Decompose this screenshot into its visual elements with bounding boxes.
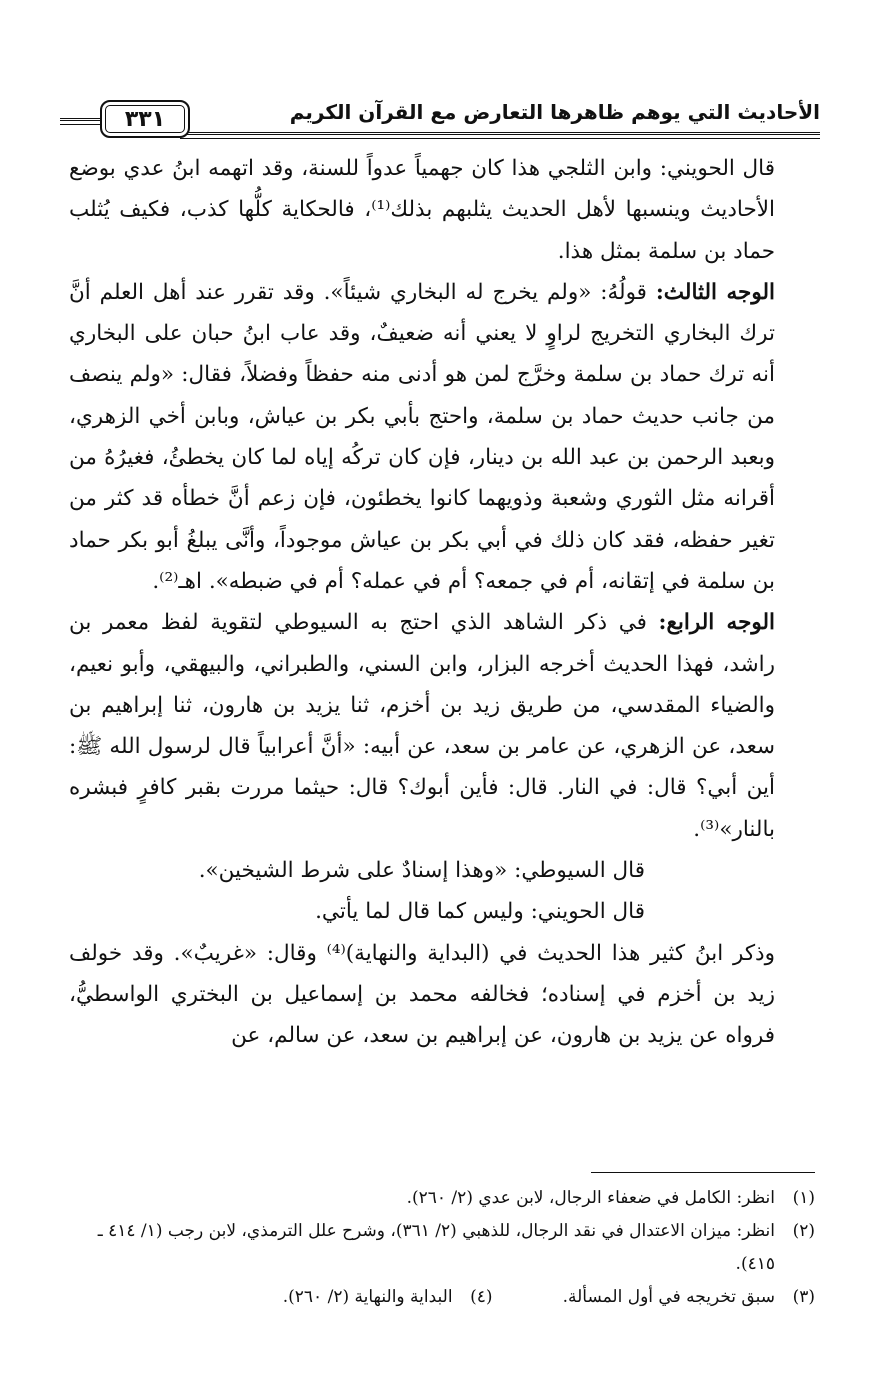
footnote — [69, 1215, 815, 1281]
footnote-text: انظر: الكامل في ضعفاء الرجال، لابن عدي (٢/ ٢٦٠). — [406, 1188, 775, 1208]
footnote-text: البداية والنهاية (٢/ ٢٦٠). — [282, 1287, 453, 1307]
footnote-row — [69, 1281, 815, 1314]
paragraph: وذكر ابنُ كثير هذا الحديث في (البداية والنهاية)⁽⁴⁾ وقال: «غريبٌ». وقد خولف زيد بن أخزم في إسناده؛ فخالفه محمد بن إسماعيل بن البختري الواسطيُّ، فرواه عن يزيد بن هارون، عن إبراهيم بن سعد، عن سالم، عن — [69, 940, 776, 1049]
paragraph-text: في ذكر الشاهد الذي احتج به السيوطي لتقوية لفظ معمر بن راشد، فهذا الحديث أخرجه البزار، وابن السني، والطبراني، والبيهقي، وأبو نعيم، والضياء المقدسي، من طريق زيد بن أخزم، ثنا يزيد بن هارون، ثنا إبراهيم بن سعد، عن الزهري، عن عامر بن سعد، عن أبيه: «أنَّ أعرابياً قال لرسول الله ﷺ: أين أبي؟ قال: في النار. قال: فأين أبوك؟ قال: حيثما مررت بقبر كافرٍ فبشره بالنار»⁽³⁾. — [69, 610, 775, 842]
footnote — [563, 1281, 815, 1314]
footnote-separator — [591, 1172, 815, 1173]
paragraph — [69, 272, 815, 602]
footnote-number: (٤) — [470, 1287, 493, 1307]
header-rule-stub — [60, 118, 100, 125]
paragraph: قال السيوطي: «وهذا إسنادٌ على شرط الشيخين». — [198, 858, 645, 884]
footnote-number: (١) — [792, 1188, 815, 1208]
footnotes — [69, 1182, 815, 1314]
page-number: ٣٣١ — [100, 100, 190, 138]
paragraph — [69, 602, 815, 850]
footnote — [69, 1182, 815, 1215]
paragraph: قال الحويني: وليس كما قال لما يأتي. — [315, 899, 645, 925]
footnote-text: سبق تخريجه في أول المسألة. — [562, 1287, 775, 1307]
main-text — [69, 148, 815, 1057]
footnote-number: (٢) — [792, 1221, 815, 1241]
header-rule — [180, 132, 820, 139]
footnote-text: انظر: ميزان الاعتدال في نقد الرجال، للذهبي (٢/ ٣٦١)، وشرح علل الترمذي، لابن رجب (١/ ٤١٤ ـ ٤١٥). — [97, 1221, 775, 1274]
section-lead: الوجه الرابع: — [658, 610, 775, 636]
footnote — [283, 1281, 493, 1314]
running-title: الأحاديث التي يوهم ظاهرها التعارض مع القرآن الكريم — [289, 100, 820, 124]
paragraph-text: قولُهُ: «ولم يخرج له البخاري شيئاً». وقد تقرر عند أهل العلم أنَّ ترك البخاري التخريج لراوٍ لا يعني أنه ضعيفٌ، وقد عاب ابنُ حبان على البخاري أنه ترك حماد بن سلمة وخرَّج لمن هو أدنى منه حفظاً وفضلاً، فقال: «ولم ينصف من جانب حديث حماد بن سلمة، واحتج بأبي بكر بن عياش، وبابن أخي الزهري، وبعبد الرحمن بن عبد الله بن دينار، فإن كان تركُه إياه لما كان يخطئُ، فغيرُهُ من أقرانه مثل الثوري وشعبة وذويهما كانوا يخطئون، فإن زعم أنَّ خطأه قد كثر من تغير حفظه، فقد كان ذلك في أبي بكر بن عياش موجوداً، وأنَّى يبلغُ أبو بكر حماد بن سلمة في إتقانه، أم في جمعه؟ أم في عمله؟ أم في ضبطه». اهـ⁽²⁾. — [69, 279, 775, 594]
section-lead: الوجه الثالث: — [655, 279, 775, 305]
paragraph: قال الحويني: وابن الثلجي هذا كان جهمياً عدواً للسنة، وقد اتهمه ابنُ عدي بوضع الأحاديث وينسبها لأهل الحديث يثلبهم بذلك⁽¹⁾، فالحكاية كلُّها كذب، فكيف يُثلب حماد بن سلمة بمثل هذا. — [69, 156, 775, 264]
page-header — [60, 96, 820, 142]
footnote-number: (٣) — [792, 1287, 815, 1307]
